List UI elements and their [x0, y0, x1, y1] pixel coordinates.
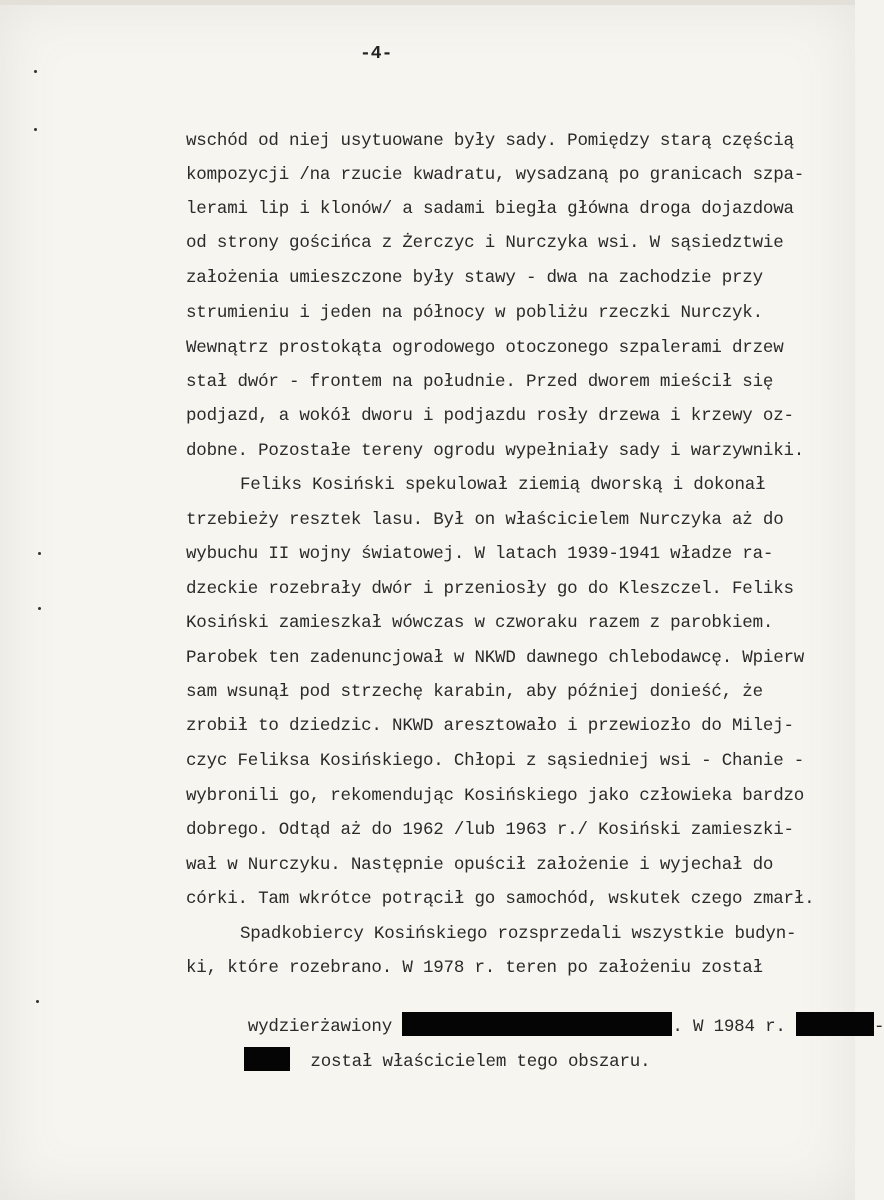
text-line: od strony gościńca z Żerczyc i Nurczyka wsi. W sąsiedztwie	[186, 233, 784, 253]
redaction-bar	[796, 1012, 874, 1036]
text-line: wybuchu II wojny światowej. W latach 1939-1941 władze ra-	[186, 544, 774, 564]
text-line: zrobił to dziedzic. NKWD aresztowało i przewiozło do Milej-	[186, 716, 794, 736]
text-segment: został właścicielem tego obszaru.	[310, 1052, 651, 1072]
text-line: strumieniu i jeden na północy w pobliżu rzeczki Nurczyk.	[186, 303, 763, 323]
text-segment: wydzierżawiony	[247, 1017, 393, 1037]
text-line: czyc Feliksa Kosińskiego. Chłopi z sąsiedniej wsi - Chanie -	[186, 751, 805, 771]
text-line: stał dwór - frontem na południe. Przed dworem mieścił się	[186, 372, 774, 392]
text-segment: -	[874, 1017, 884, 1037]
text-line: wschód od niej usytuowane były sady. Pomiędzy starą częścią	[186, 131, 794, 151]
text-line: sam wsunął pod strzechę karabin, aby później donieść, że	[186, 682, 763, 702]
text-segment: . W 1984 r.	[672, 1017, 786, 1037]
text-line: wał w Nurczyku. Następnie opuścił założenie i wyjechał do	[186, 855, 774, 875]
text-line: dobrego. Odtąd aż do 1962 /lub 1963 r./ Kosiński zamieszki-	[186, 820, 794, 840]
text-line: dzeckie rozebrały dwór i przeniosły go do Kleszczel. Feliks	[186, 579, 794, 599]
redaction-bar	[244, 1047, 290, 1071]
text-line: Parobek ten zadenuncjował w NKWD dawnego chlebodawcę. Wpierw	[186, 648, 805, 668]
text-line: Kosiński zamieszkał wówczas w czworaku razem z parobkiem.	[186, 613, 774, 633]
text-line: trzebieży resztek lasu. Był on właścicielem Nurczyka aż do	[186, 510, 784, 530]
text-line: Wewnątrz prostokąta ogrodowego otoczonego szpalerami drzew	[186, 338, 784, 358]
text-line: założenia umieszczone były stawy - dwa na zachodzie przy	[186, 268, 763, 288]
text-line: Feliks Kosiński spekulował ziemią dworską i dokonał	[240, 475, 766, 495]
text-line: Spadkobiercy Kosińskiego rozsprzedali wszystkie budyn-	[240, 924, 797, 944]
text-line: dobne. Pozostałe tereny ogrodu wypełniały sady i warzywniki.	[186, 441, 805, 461]
page-number: -4-	[360, 44, 393, 64]
text-line: ki, które rozebrano. W 1978 r. teren po założeniu został	[186, 958, 763, 978]
text-line: wybronili go, rekomendując Kosińskiego jako człowieka bardzo	[186, 786, 805, 806]
text-line-redacted	[182, 1027, 650, 1092]
text-line: podjazd, a wokół dworu i podjazdu rosły drzewa i krzewy oz-	[186, 406, 794, 426]
text-line: kompozycji /na rzucie kwadratu, wysadzaną po granicach szpa-	[186, 165, 805, 185]
text-line: córki. Tam wkrótce potrącił go samochód, wskutek czego zmarł.	[186, 889, 815, 909]
text-line: lerami lip i klonów/ a sadami biegła główna droga dojazdowa	[186, 199, 794, 219]
